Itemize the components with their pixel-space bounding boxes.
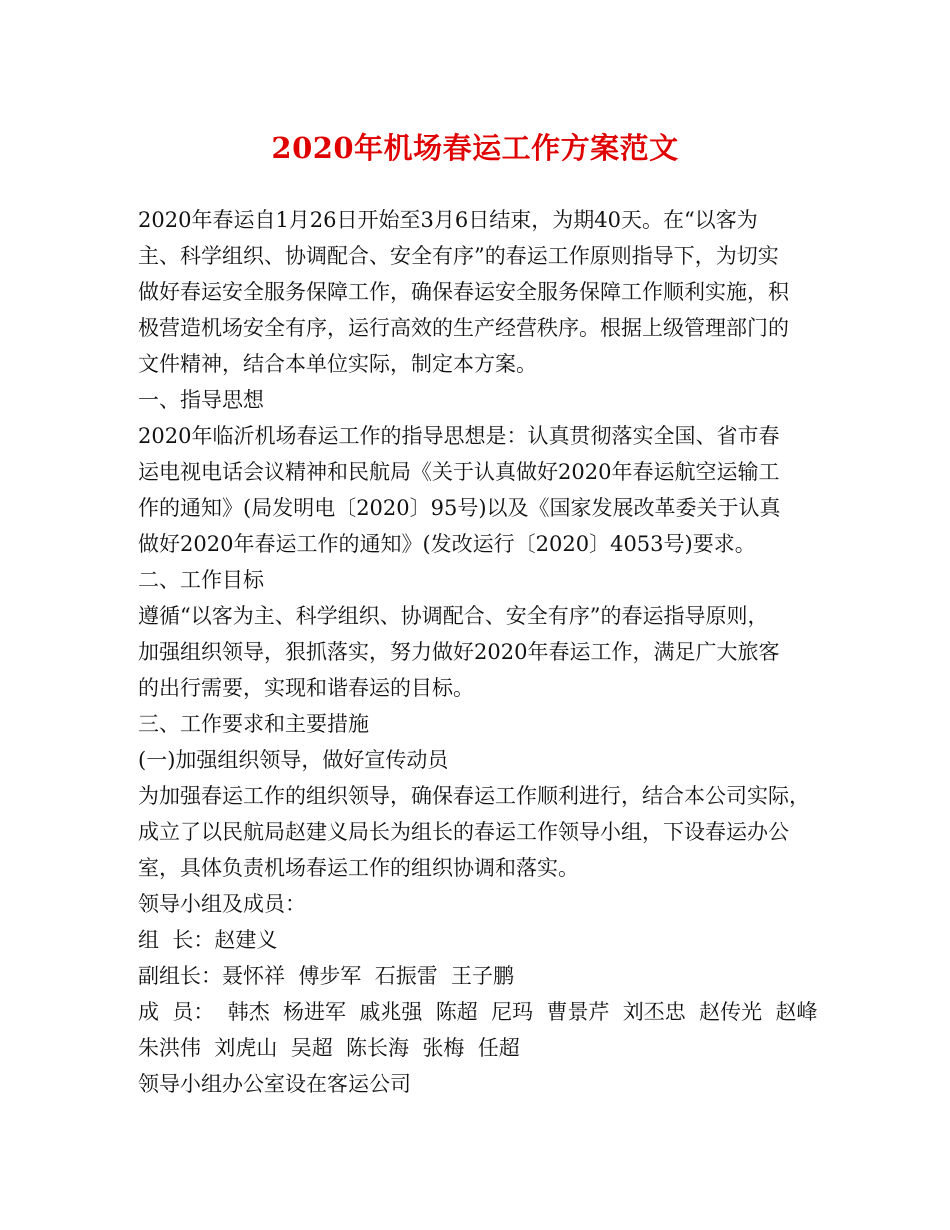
- paragraph-line: 文件精神，结合本单位实际，制定本方案。: [138, 352, 537, 376]
- paragraph-line: 作的通知》(局发明电〔2020〕95号)以及《国家发展改革委关于认真: [138, 496, 781, 520]
- section-heading: 三、工作要求和主要措施: [138, 712, 369, 736]
- paragraph-line: 2020年春运自1月26日开始至3月6日结束，为期40天。在“以客为: [138, 208, 758, 232]
- list-heading: 领导小组及成员：: [138, 892, 306, 916]
- paragraph-line: 运电视电话会议精神和民航局《关于认真做好2020年春运航空运输工: [138, 460, 780, 484]
- paragraph-line: 主、科学组织、协调配合、安全有序”的春运工作原则指导下，为切实: [138, 244, 779, 268]
- paragraph-line: 做好春运安全服务保障工作，确保春运安全服务保障工作顺利实施，积: [138, 280, 789, 304]
- paragraph-line: 2020年临沂机场春运工作的指导思想是：认真贯彻落实全国、省市春: [138, 424, 780, 448]
- paragraph-line: 为加强春运工作的组织领导，确保春运工作顺利进行，结合本公司实际，: [138, 784, 810, 808]
- paragraph-line: 做好2020年春运工作的通知》(发改运行〔2020〕4053号)要求。: [138, 532, 756, 556]
- paragraph-line: 的出行需要，实现和谐春运的目标。: [138, 676, 474, 700]
- document-body: [138, 202, 828, 1102]
- paragraph-line: 成立了以民航局赵建义局长为组长的春运工作领导小组，下设春运办公: [138, 820, 789, 844]
- member-line: 副组长：聂怀祥 傅步军 石振雷 王子鹏: [138, 964, 515, 988]
- member-line: 朱洪伟 刘虎山 吴超 陈长海 张梅 任超: [138, 1036, 520, 1060]
- paragraph-line: 遵循“以客为主、科学组织、协调配合、安全有序”的春运指导原则，: [138, 604, 769, 628]
- section-heading: 二、工作目标: [138, 568, 264, 592]
- paragraph-line: 领导小组办公室设在客运公司: [138, 1072, 411, 1096]
- subsection-heading: (一)加强组织领导，做好宣传动员: [138, 748, 449, 772]
- member-line: 成 员： 韩杰 杨进军 戚兆强 陈超 尼玛 曹景芹 刘丕忠 赵传光 赵峰: [138, 1000, 818, 1024]
- section-heading: 一、指导思想: [138, 388, 264, 412]
- document-title: 2020年机场春运工作方案范文: [271, 131, 679, 165]
- paragraph-line: 室，具体负责机场春运工作的组织协调和落实。: [138, 856, 579, 880]
- paragraph-line: 加强组织领导，狠抓落实，努力做好2020年春运工作，满足广大旅客: [138, 640, 780, 664]
- paragraph-line: 极营造机场安全有序，运行高效的生产经营秩序。根据上级管理部门的: [138, 316, 789, 340]
- member-line: 组 长：赵建义: [138, 928, 278, 952]
